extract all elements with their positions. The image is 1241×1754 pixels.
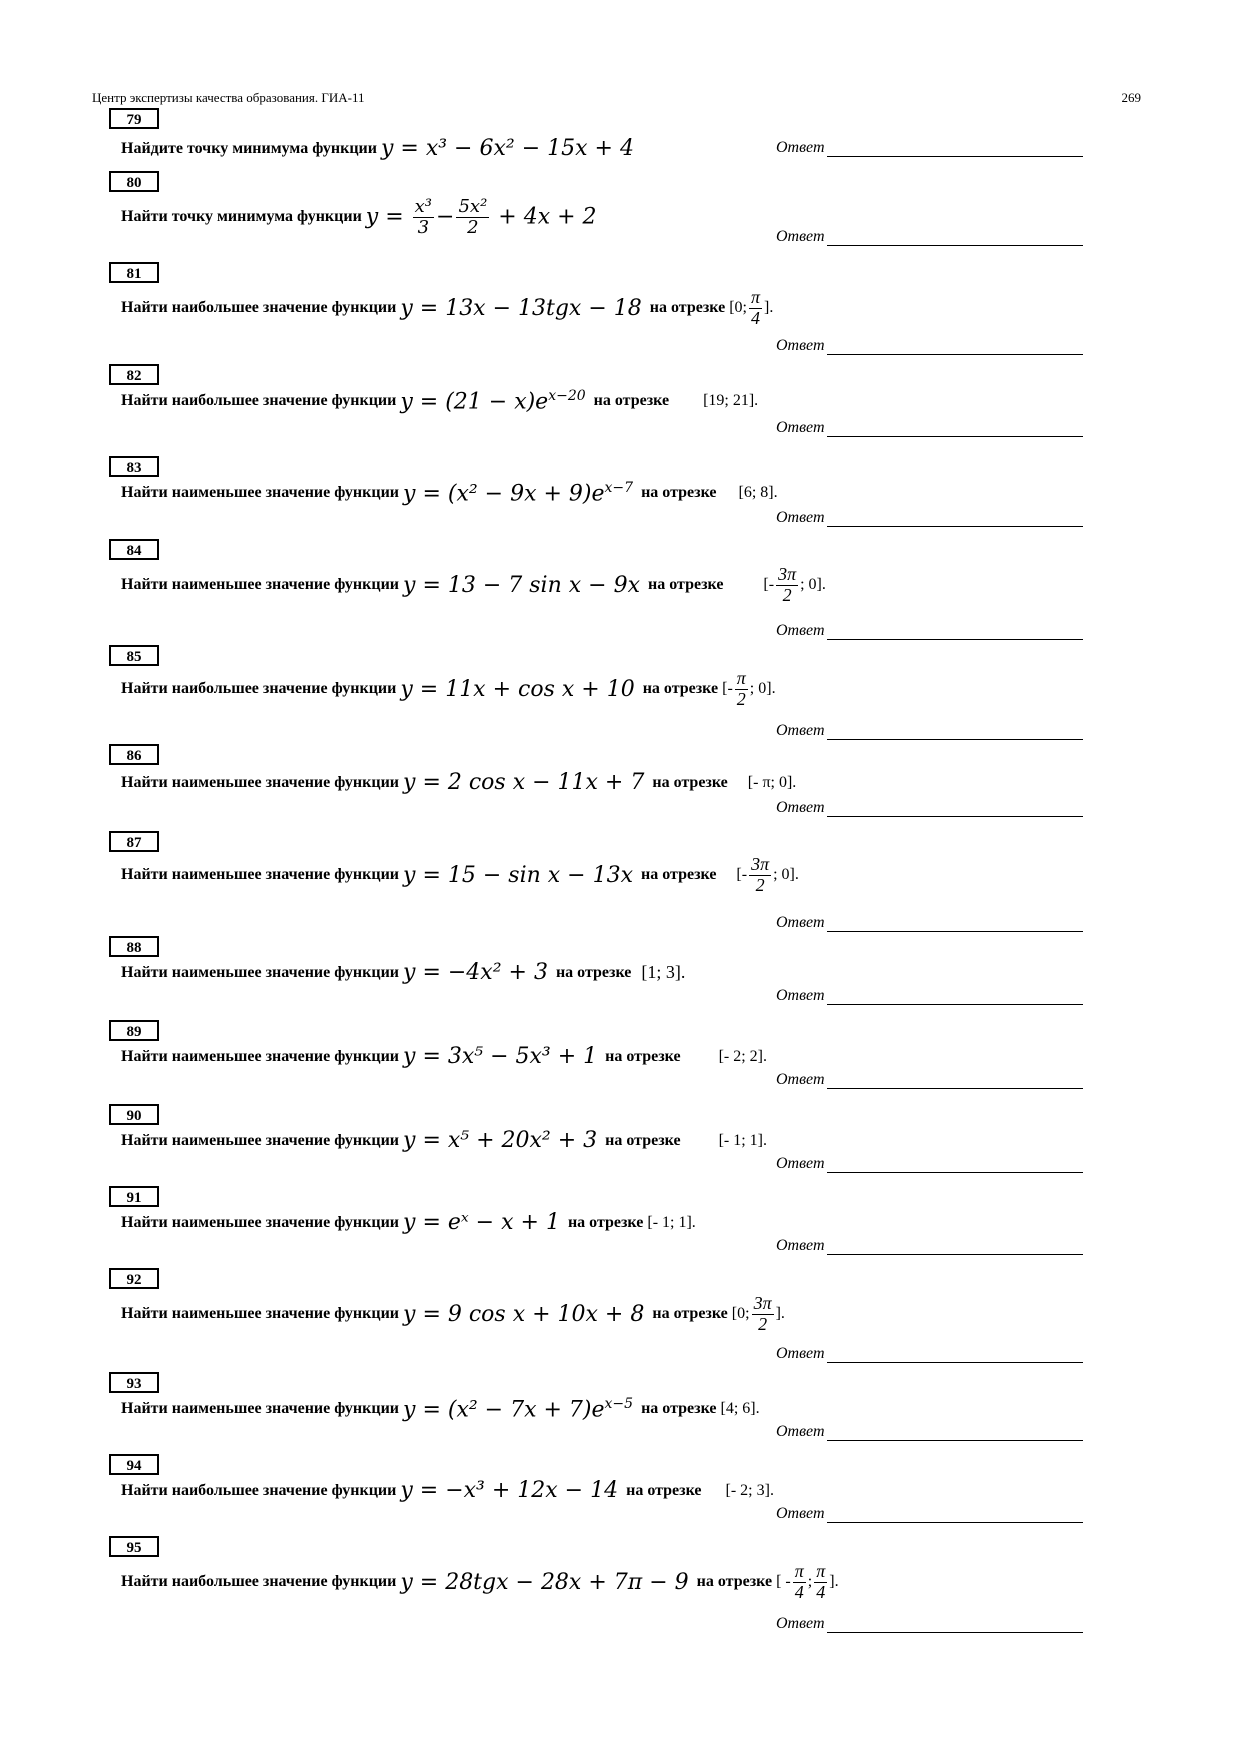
task-prompt: Найти наименьшее значение функции — [121, 773, 400, 791]
answer-line[interactable] — [827, 1614, 1083, 1633]
task-interval: [- $\frac{3\pi}{2}$ ; 0]. — [763, 564, 826, 605]
task-number: 84 — [109, 539, 159, 560]
answer-line[interactable] — [827, 986, 1083, 1005]
on-segment-label: на отрезке — [555, 963, 632, 981]
task-prompt: Найдите точку минимума функции — [121, 139, 377, 157]
answer-line[interactable] — [827, 621, 1083, 640]
task-interval: [0; $\frac{3\pi}{2}$ ]. — [731, 1293, 785, 1334]
answer-field[interactable] — [776, 1236, 1083, 1255]
task-prompt: Найти наибольшее значение функции — [121, 392, 397, 410]
task-formula: y = −4x² + 3 — [403, 960, 548, 985]
answer-label: Ответ — [776, 622, 825, 639]
task-number: 88 — [109, 936, 159, 957]
on-segment-label: на отрезке — [626, 1481, 702, 1499]
answer-label: Ответ — [776, 139, 825, 156]
task-number: 81 — [109, 262, 159, 283]
task-number: 93 — [109, 1372, 159, 1393]
on-segment-label: на отрезке — [641, 484, 717, 502]
on-segment-label: на отрезке — [605, 1047, 681, 1065]
answer-line[interactable] — [827, 1236, 1083, 1255]
on-segment-label: на отрезке — [605, 1131, 681, 1149]
answer-field[interactable] — [776, 1154, 1083, 1173]
task-interval: [0; $\frac{\pi}{4}$ ]. — [729, 287, 774, 328]
task-formula: $y = (x^2 - 7x + 7)e^{x-5}$ — [403, 1396, 634, 1423]
answer-label: Ответ — [776, 1237, 825, 1254]
answer-field[interactable] — [776, 621, 1083, 640]
task-interval: [- $\frac{3\pi}{2}$ ; 0]. — [736, 854, 799, 895]
page-header-title: Центр экспертизы качества образования. ГИА-11 — [92, 90, 365, 105]
task-number: 86 — [109, 744, 159, 765]
task-prompt: Найти наименьшее значение функции — [121, 576, 400, 594]
on-segment-label: на отрезке — [641, 866, 717, 884]
answer-line[interactable] — [827, 721, 1083, 740]
task-prompt: Найти наибольшее значение функции — [121, 1481, 397, 1499]
on-segment-label: на отрезке — [649, 299, 726, 317]
answer-field[interactable] — [776, 418, 1083, 437]
on-segment-label: на отрезке — [696, 1573, 773, 1591]
answer-field[interactable] — [776, 1344, 1083, 1363]
task-prompt: Найти наименьшее значение функции — [121, 1213, 400, 1231]
task-number: 87 — [109, 831, 159, 852]
task-formula: y = 2 cos x − 11x + 7 — [403, 770, 645, 795]
answer-label: Ответ — [776, 1423, 825, 1440]
fraction: $\frac{\pi}{4}$ — [816, 1561, 826, 1602]
task-formula: y = 11x + cos x + 10 — [400, 676, 635, 702]
task-formula: y = 13x − 13tgx − 18 — [400, 295, 642, 321]
answer-line[interactable] — [827, 138, 1083, 157]
task-number: 85 — [109, 645, 159, 666]
task-number: 82 — [109, 364, 159, 385]
task-formula: y = 28tgx − 28x + 7π − 9 — [400, 1569, 689, 1595]
task-formula: y = x⁵ + 20x² + 3 — [403, 1128, 598, 1153]
answer-label: Ответ — [776, 799, 825, 816]
task-formula: y = 3x⁵ − 5x³ + 1 — [403, 1044, 598, 1069]
task-interval: [4; 6]. — [720, 1400, 760, 1418]
task-prompt: Найти наименьшее значение функции — [121, 1047, 400, 1065]
answer-line[interactable] — [827, 1070, 1083, 1089]
answer-line[interactable] — [827, 1154, 1083, 1173]
task-number: 95 — [109, 1536, 159, 1557]
task-interval: [- 2; 3]. — [725, 1481, 774, 1499]
task-formula: y = eˣ − x + 1 — [403, 1210, 560, 1235]
answer-label: Ответ — [776, 914, 825, 931]
answer-label: Ответ — [776, 1071, 825, 1088]
answer-line[interactable] — [827, 227, 1083, 246]
task-prompt: Найти наименьшее значение функции — [121, 1131, 400, 1149]
answer-label: Ответ — [776, 987, 825, 1004]
task-interval: [- $\frac{\pi}{2}$ ; 0]. — [722, 668, 776, 709]
answer-line[interactable] — [827, 798, 1083, 817]
task-number: 92 — [109, 1268, 159, 1289]
task-formula: $y = (x^2 - 9x + 9)e^{x-7}$ — [403, 480, 634, 507]
answer-line[interactable] — [827, 1422, 1083, 1441]
task-prompt: Найти наименьшее значение функции — [121, 963, 400, 981]
on-segment-label: на отрезке — [593, 392, 670, 410]
on-segment-label: на отрезке — [641, 1400, 717, 1418]
formula-part: y = — [365, 204, 404, 230]
answer-line[interactable] — [827, 336, 1083, 355]
formula-part: + 4x + 2 — [498, 204, 597, 230]
on-segment-label: на отрезке — [642, 680, 719, 698]
task-number: 94 — [109, 1454, 159, 1475]
task-formula: y = 9 cos x + 10x + 8 — [403, 1301, 645, 1327]
answer-field[interactable] — [776, 798, 1083, 817]
task-number: 83 — [109, 456, 159, 477]
answer-label: Ответ — [776, 1155, 825, 1172]
task-formula: $y = (21 - x)e^{x-20}$ — [400, 388, 586, 415]
task-formula: y = 13 − 7 sin x − 9x — [403, 572, 640, 598]
answer-label: Ответ — [776, 1345, 825, 1362]
answer-label: Ответ — [776, 722, 825, 739]
answer-label: Ответ — [776, 337, 825, 354]
answer-line[interactable] — [827, 1344, 1083, 1363]
answer-label: Ответ — [776, 1505, 825, 1522]
answer-field[interactable] — [776, 508, 1083, 527]
task-number: 80 — [109, 171, 159, 192]
task-number: 79 — [109, 108, 159, 129]
fraction: $\frac{3\pi}{2}$ — [753, 1293, 772, 1334]
task-prompt: Найти наименьшее значение функции — [121, 1400, 400, 1418]
task-number: 91 — [109, 1186, 159, 1207]
answer-line[interactable] — [827, 418, 1083, 437]
answer-field[interactable] — [776, 138, 1083, 157]
answer-line[interactable] — [827, 1504, 1083, 1523]
task-interval: [- 2; 2]. — [718, 1047, 768, 1065]
fraction: $\frac{\pi}{4}$ — [750, 287, 760, 328]
answer-field[interactable] — [776, 1070, 1083, 1089]
task-prompt: Найти наибольшее значение функции — [121, 299, 397, 317]
fraction: $\frac{3\pi}{2}$ — [778, 564, 797, 605]
on-segment-label: на отрезке — [648, 576, 724, 594]
task-formula: y = x³ − 6x² − 15x + 4 — [380, 136, 634, 161]
task-prompt: Найти наименьшее значение функции — [121, 484, 400, 502]
answer-field[interactable] — [776, 721, 1083, 740]
fraction: $\frac{\text{5x²}}{2}$ — [458, 196, 488, 238]
answer-line[interactable] — [827, 913, 1083, 932]
answer-label: Ответ — [776, 1615, 825, 1632]
answer-field[interactable] — [776, 336, 1083, 355]
task-prompt: Найти наименьшее значение функции — [121, 866, 400, 884]
task-prompt: Найти точку минимума функции — [121, 208, 362, 226]
answer-label: Ответ — [776, 228, 825, 245]
on-segment-label: на отрезке — [652, 773, 728, 791]
task-number: 89 — [109, 1020, 159, 1041]
fraction: $\frac{3\pi}{2}$ — [751, 854, 770, 895]
task-formula — [366, 197, 597, 238]
task-prompt: Найти наибольшее значение функции — [121, 680, 397, 698]
answer-field[interactable] — [776, 1614, 1083, 1633]
page-number: 269 — [1121, 90, 1141, 105]
answer-field[interactable] — [776, 1504, 1083, 1523]
fraction: $\frac{\pi}{2}$ — [736, 668, 746, 709]
answer-label: Ответ — [776, 419, 825, 436]
answer-field[interactable] — [776, 227, 1083, 246]
task-interval: [ - $\frac{\pi}{4}$ ; $\frac{\pi}{4}$ ]. — [776, 1561, 839, 1602]
on-segment-label: на отрезке — [652, 1305, 728, 1323]
task-interval: [6; 8]. — [738, 484, 778, 502]
task-interval: [19; 21]. — [703, 392, 759, 410]
task-interval: [- 1; 1]. — [647, 1213, 696, 1231]
formula-part: − — [436, 204, 455, 230]
task-number: 90 — [109, 1104, 159, 1125]
fraction: $\frac{\pi}{4}$ — [794, 1561, 804, 1602]
task-prompt: Найти наибольшее значение функции — [121, 1573, 397, 1591]
answer-line[interactable] — [827, 508, 1083, 527]
task-interval: [1; 3]. — [641, 962, 686, 982]
fraction: $\frac{\text{x³}}{3}$ — [414, 196, 433, 238]
answer-field[interactable] — [776, 986, 1083, 1005]
answer-label: Ответ — [776, 509, 825, 526]
task-interval: [- 1; 1]. — [718, 1131, 768, 1149]
answer-field[interactable] — [776, 913, 1083, 932]
task-interval: [- π; 0]. — [747, 773, 797, 791]
on-segment-label: на отрезке — [567, 1213, 644, 1231]
task-prompt: Найти наименьшее значение функции — [121, 1305, 400, 1323]
task-formula: y = 15 − sin x − 13x — [403, 862, 633, 888]
answer-field[interactable] — [776, 1422, 1083, 1441]
task-formula: y = −x³ + 12x − 14 — [400, 1478, 619, 1503]
